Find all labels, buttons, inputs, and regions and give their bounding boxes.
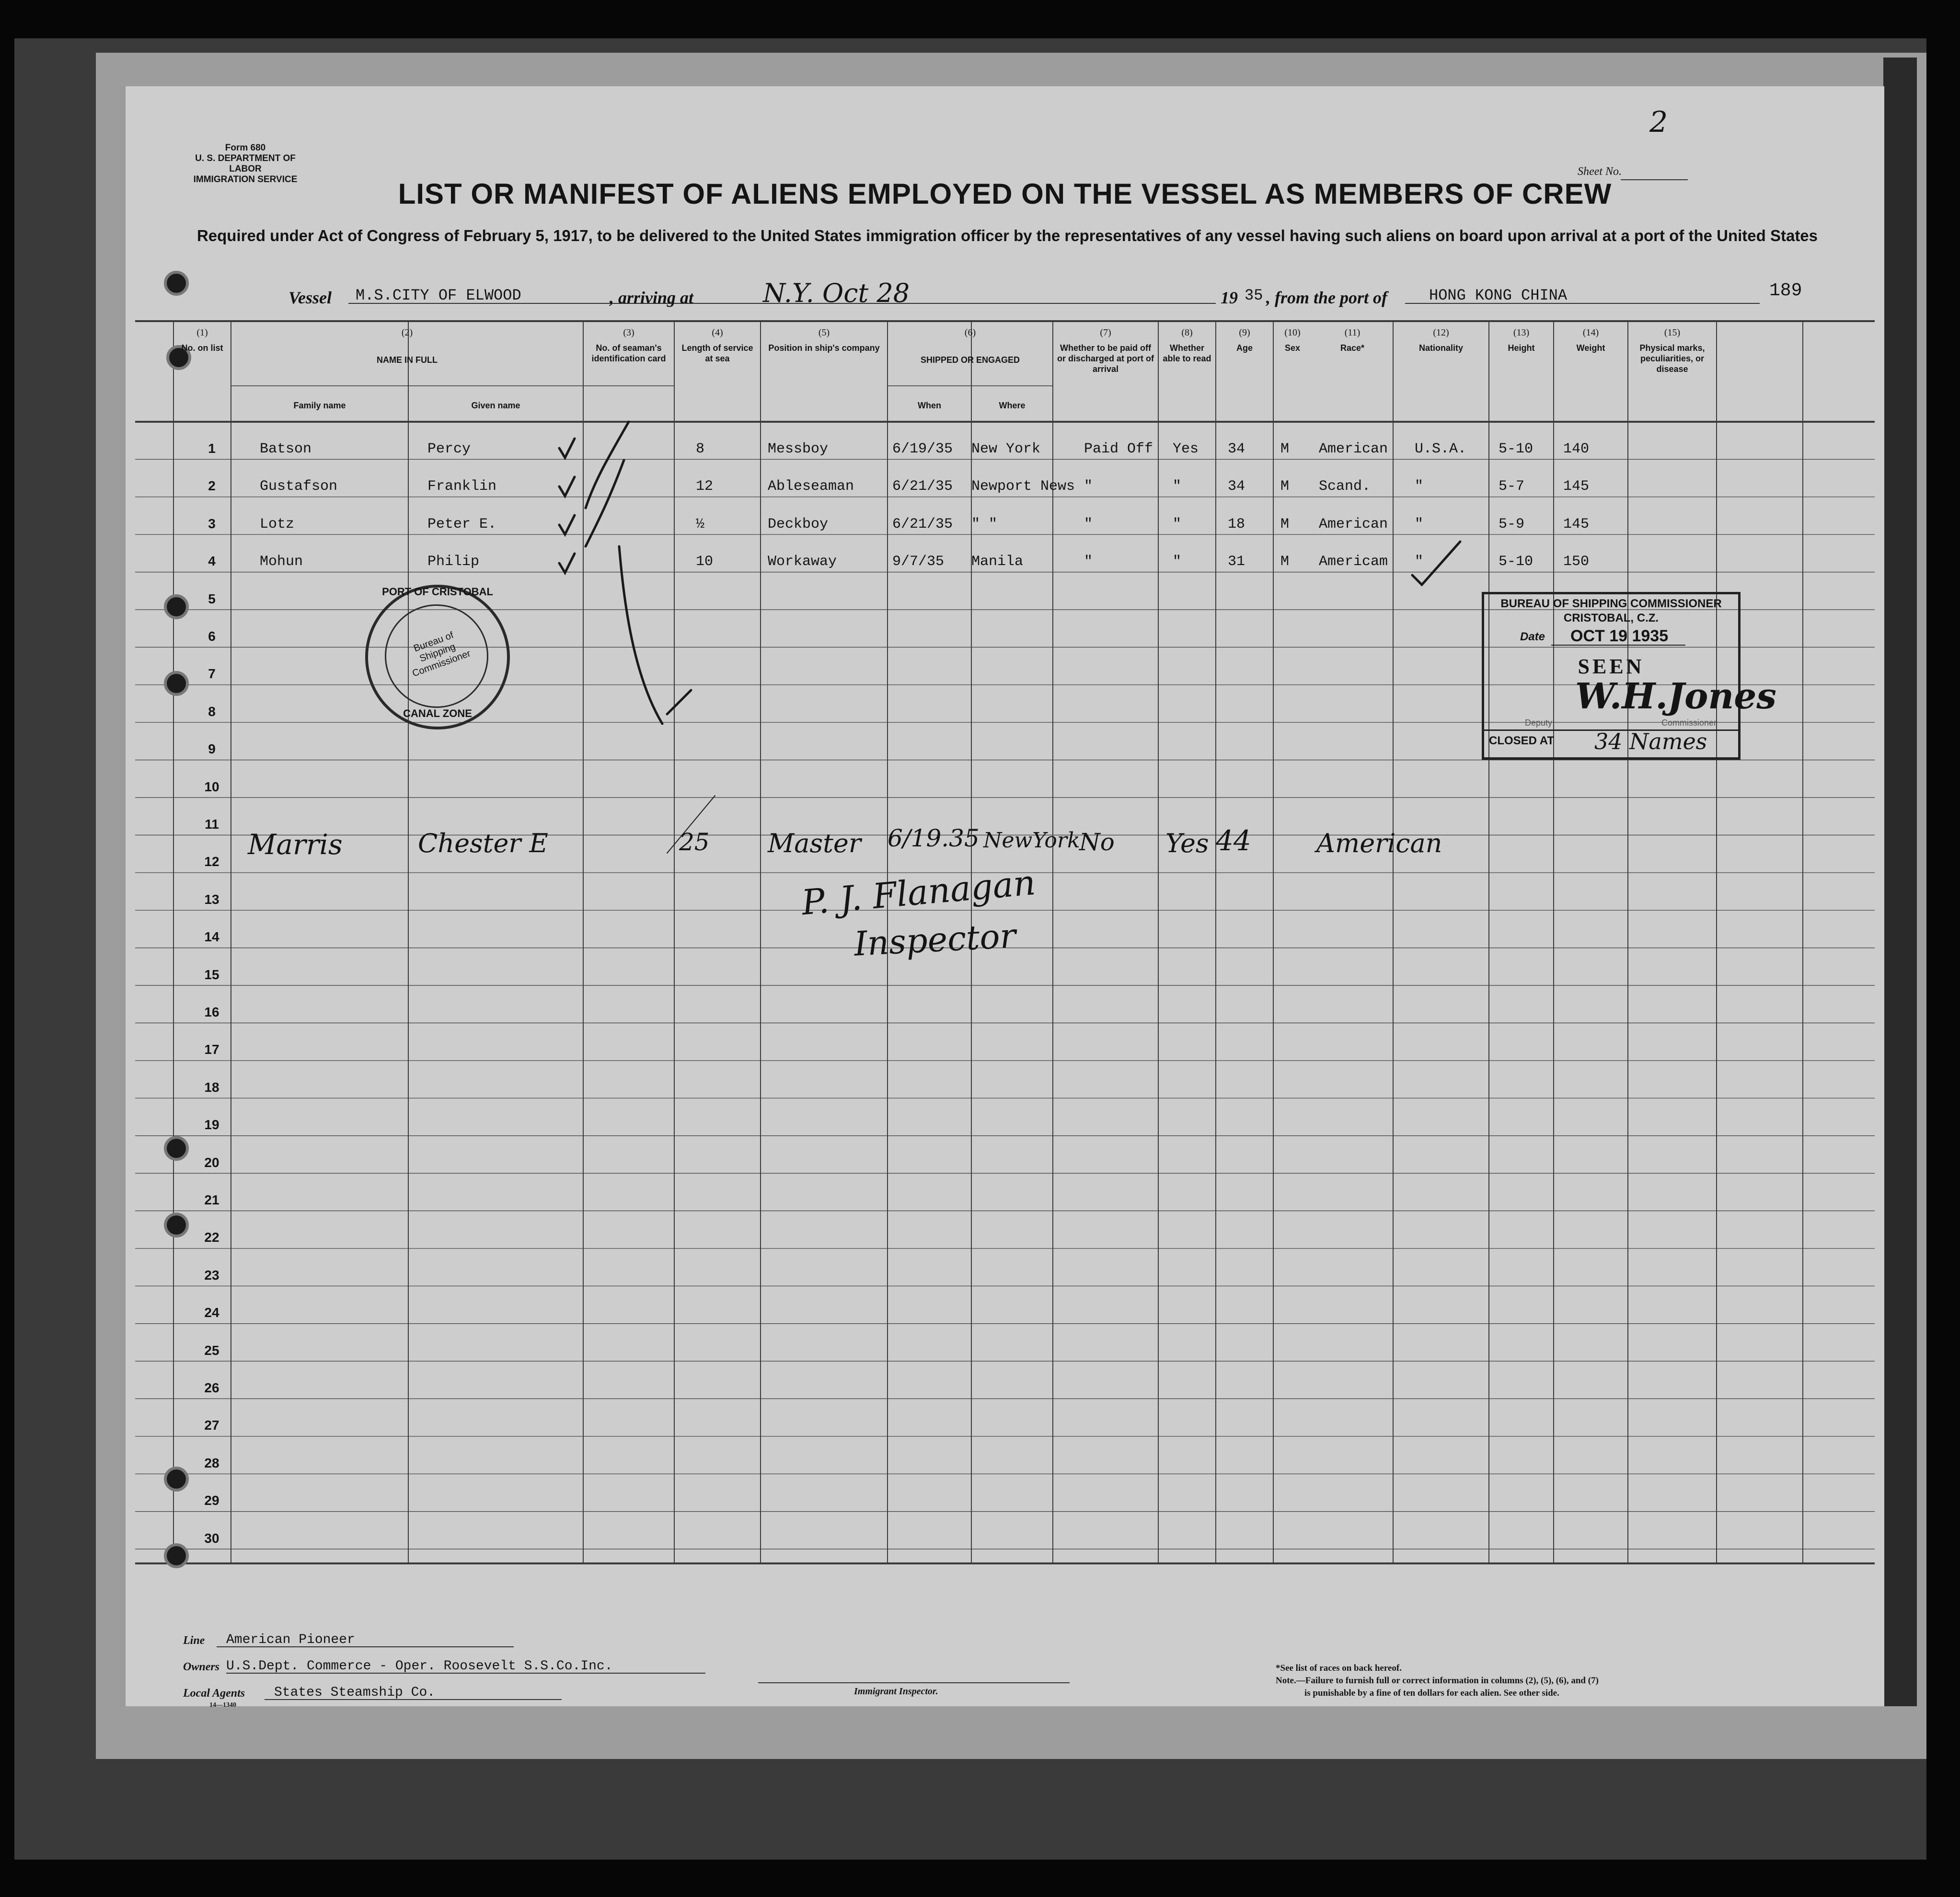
column-header: Height — [1508, 343, 1535, 353]
crew-read-cell: " — [1173, 516, 1182, 532]
seen-mark: SEEN — [1578, 655, 1645, 678]
column-header: Whether to be paid off or discharged at port of arrival — [1057, 343, 1154, 374]
crew-sex-cell: M — [1280, 441, 1290, 457]
row-number: 10 — [204, 779, 219, 794]
commissioner-label: Commissioner — [1661, 718, 1717, 728]
column-header: Weight — [1576, 343, 1605, 353]
column-header: No. on list — [181, 343, 223, 353]
crew-height-cell: 5-9 — [1499, 516, 1525, 532]
crew-race-cell: American — [1319, 516, 1388, 532]
crew-position-cell: Workaway — [768, 554, 837, 570]
row-number: 29 — [204, 1493, 219, 1508]
row-number: 11 — [205, 817, 219, 832]
crew-race-cell: Americam — [1319, 554, 1388, 570]
page-title: LIST OR MANIFEST OF ALIENS EMPLOYED ON THE VESSEL AS MEMBERS OF CREW — [398, 178, 1612, 210]
row-number: 13 — [204, 891, 219, 907]
crew-nationality-cell: " — [1415, 554, 1424, 570]
from-port-value: HONG KONG CHINA — [1429, 287, 1568, 304]
row-number: 9 — [208, 741, 216, 757]
row-number: 26 — [204, 1380, 219, 1395]
row-number: 23 — [204, 1267, 219, 1283]
inspector-signature-name: P. J. Flanagan — [800, 862, 1038, 923]
column-number: (9) — [1239, 327, 1250, 338]
row-number: 22 — [204, 1230, 219, 1245]
crew-paid-cell: " — [1084, 478, 1093, 495]
crew-height-cell: 5-7 — [1499, 478, 1525, 495]
bureau-stamp — [1482, 592, 1776, 760]
column-header: No. of seaman's identification card — [591, 343, 666, 363]
arrival-year: 35 — [1245, 287, 1263, 304]
crew-nationality-cell: " — [1415, 478, 1424, 495]
pen-stroke — [586, 460, 624, 546]
row-number: 7 — [208, 666, 216, 682]
year-prefix: 19 — [1221, 288, 1238, 307]
crew-when-cell: 6/21/35 — [892, 478, 953, 495]
row-number: 25 — [204, 1342, 219, 1358]
bureau-date-label: Date — [1520, 630, 1545, 643]
vessel-label: Vessel — [288, 288, 332, 307]
bureau-stamp-line1: BUREAU OF SHIPPING COMMISSIONER — [1500, 597, 1722, 610]
crew-where-cell: Manila — [971, 554, 1024, 570]
column-number: (12) — [1433, 327, 1449, 338]
column-header: Race* — [1340, 343, 1365, 353]
column-number: (14) — [1582, 327, 1599, 338]
column-header: SHIPPED OR ENGAGED — [920, 355, 1020, 365]
column-number: (13) — [1513, 327, 1530, 338]
service-name: IMMIGRATION SERVICE — [193, 174, 298, 185]
column-number: (2) — [401, 327, 413, 338]
crew-weight-cell: 145 — [1563, 478, 1590, 495]
column-number: (4) — [712, 327, 723, 338]
pen-stroke — [667, 690, 691, 714]
bureau-date-value: OCT 19 1935 — [1570, 627, 1669, 645]
row-number: 1 — [208, 441, 216, 456]
crew-when-cell: 9/7/35 — [892, 554, 945, 570]
column-number: (1) — [196, 327, 208, 338]
hand-age: 44 — [1216, 824, 1251, 857]
check-mark — [559, 439, 575, 458]
row-number: 20 — [204, 1155, 219, 1170]
inspector-label: Immigrant Inspector. — [854, 1686, 938, 1697]
crew-nationality-cell: " — [1415, 516, 1424, 532]
crew-race-cell: American — [1319, 441, 1388, 457]
agents-label: Local Agents — [183, 1687, 245, 1700]
crew-service-cell: ½ — [696, 516, 705, 532]
check-mark — [1412, 542, 1460, 585]
crew-where-cell: New York — [971, 441, 1041, 457]
bureau-signature: W.H.Jones — [1575, 676, 1776, 717]
hand-position: Master — [768, 828, 861, 858]
crew-sex-cell: M — [1280, 516, 1290, 532]
crew-given-cell: Peter E. — [427, 516, 497, 532]
binding-strip — [1883, 58, 1917, 1706]
vessel-name: M.S.CITY OF ELWOOD — [356, 287, 521, 304]
row-number: 3 — [208, 516, 216, 531]
row-number: 28 — [204, 1455, 219, 1470]
crew-given-cell: Percy — [427, 441, 471, 457]
row-number: 4 — [208, 554, 216, 569]
column-number: (3) — [623, 327, 634, 338]
row-number: 5 — [208, 591, 216, 606]
crew-weight-cell: 150 — [1563, 554, 1590, 570]
line-value: American Pioneer — [226, 1632, 355, 1647]
crew-paid-cell: Paid Off — [1084, 441, 1153, 457]
column-number: (11) — [1344, 327, 1360, 338]
column-header: Age — [1236, 343, 1253, 353]
row-number: 19 — [204, 1117, 219, 1133]
row-number: 2 — [208, 478, 216, 494]
row-number: 27 — [204, 1418, 219, 1433]
column-subheader: When — [918, 401, 941, 410]
list-number: 189 — [1769, 280, 1802, 301]
column-header: Physical marks, peculiarities, or disease — [1639, 343, 1705, 374]
crew-position-cell: Deckboy — [768, 516, 829, 532]
print-code: 14—1340 — [209, 1701, 236, 1709]
column-number: (5) — [818, 327, 830, 338]
crew-service-cell: 8 — [696, 441, 705, 457]
crew-race-cell: Scand. — [1319, 478, 1371, 495]
column-number: (10) — [1284, 327, 1301, 338]
row-number: 16 — [204, 1005, 219, 1019]
row-number: 14 — [204, 929, 219, 945]
closed-value: 34 Names — [1594, 729, 1707, 754]
crew-where-cell: Newport News — [971, 478, 1075, 495]
check-mark — [559, 554, 575, 573]
column-header: Nationality — [1418, 343, 1463, 353]
crew-read-cell: Yes — [1173, 441, 1199, 457]
from-port-label: , from the port of — [1266, 288, 1388, 307]
crew-service-cell: 10 — [696, 554, 714, 570]
closed-label: CLOSED AT — [1489, 734, 1554, 747]
crew-age-cell: 31 — [1228, 554, 1245, 570]
crew-family-cell: Lotz — [260, 516, 295, 532]
crew-sex-cell: M — [1280, 554, 1290, 570]
crew-family-cell: Mohun — [260, 554, 303, 570]
row-number: 24 — [204, 1305, 219, 1320]
crew-when-cell: 6/21/35 — [892, 516, 953, 532]
crew-given-cell: Philip — [427, 554, 480, 570]
row-number: 21 — [204, 1192, 219, 1207]
column-header: Whether able to read — [1163, 343, 1211, 363]
inspector-signature-line — [758, 1682, 1070, 1683]
column-header: Position in ship's company — [768, 343, 880, 353]
column-subheader: Where — [999, 401, 1026, 410]
manifest-sheet — [120, 86, 1884, 1709]
crew-position-cell: Ableseaman — [768, 478, 854, 495]
crew-height-cell: 5-10 — [1499, 441, 1533, 457]
seal-top-text: PORT OF CRISTOBAL — [382, 586, 493, 598]
column-subheader: Family name — [293, 401, 346, 410]
deputy-label: Deputy — [1525, 718, 1553, 728]
fine-note-line2: is punishable by a fine of ten dollars for each alien. See other side. — [1304, 1688, 1559, 1698]
row-number: 30 — [204, 1530, 219, 1546]
row-number: 6 — [208, 629, 216, 644]
column-number: (7) — [1100, 327, 1111, 338]
arriving-port: N.Y. Oct 28 — [763, 278, 910, 308]
row-number: 12 — [204, 854, 219, 869]
crew-nationality-cell: U.S.A. — [1415, 441, 1467, 457]
agents-value: States Steamship Co. — [274, 1685, 436, 1700]
crew-read-cell: " — [1173, 554, 1182, 570]
inspector-signature-title: Inspector — [853, 916, 1017, 964]
crew-age-cell: 34 — [1228, 441, 1245, 457]
hand-family-name: Marris — [248, 828, 343, 861]
crew-family-cell: Gustafson — [260, 478, 338, 495]
hand-read: Yes — [1165, 828, 1209, 858]
crew-height-cell: 5-10 — [1499, 554, 1533, 570]
crew-weight-cell: 145 — [1563, 516, 1590, 532]
seal-bottom-text: CANAL ZONE — [403, 707, 472, 719]
sheet-number: 2 — [1649, 105, 1668, 139]
crew-sex-cell: M — [1280, 478, 1290, 495]
crew-given-cell: Franklin — [427, 478, 497, 495]
bureau-stamp-line2: CRISTOBAL, C.Z. — [1563, 612, 1659, 625]
crew-position-cell: Messboy — [768, 441, 829, 457]
form-number: Form 680 — [225, 143, 266, 153]
seal-center-text: Bureau of Shipping Commissioner — [411, 630, 473, 679]
port-seal-stamp — [365, 585, 510, 729]
check-mark — [559, 515, 575, 534]
column-header: NAME IN FULL — [377, 355, 438, 365]
hand-given-name: Chester E — [418, 828, 548, 858]
fine-note-line1: Note.—Failure to furnish full or correct information in columns (2), (5), (6), and (7) — [1276, 1676, 1599, 1686]
crew-read-cell: " — [1173, 478, 1182, 495]
column-number: (15) — [1664, 327, 1681, 338]
hand-service: 25 — [679, 828, 710, 856]
crew-family-cell: Batson — [260, 441, 312, 457]
column-number: (6) — [964, 327, 976, 338]
department-name: U. S. DEPARTMENT OF LABOR — [195, 153, 296, 174]
page-subtitle: Required under Act of Congress of February 5, 1917, to be delivered to the United States immigration officer by the representatives of any vessel having such aliens on board upon arrival at a port of the United States — [196, 227, 1818, 244]
hand-when: 6/19.35 — [888, 824, 980, 852]
row-number: 8 — [208, 704, 216, 719]
crew-paid-cell: " — [1084, 554, 1093, 570]
hand-paid: No — [1079, 828, 1115, 856]
column-number: (8) — [1181, 327, 1193, 338]
line-label: Line — [183, 1634, 205, 1647]
row-number: 15 — [204, 967, 219, 982]
sheet-label: Sheet No. — [1578, 165, 1622, 178]
crew-paid-cell: " — [1084, 516, 1093, 532]
column-header: Length of service at sea — [681, 343, 753, 363]
row-number: 17 — [204, 1042, 219, 1057]
check-mark — [559, 477, 575, 496]
crew-age-cell: 34 — [1228, 478, 1245, 495]
pen-stroke — [619, 546, 662, 724]
crew-when-cell: 6/19/35 — [892, 441, 953, 457]
hand-where: NewYork — [983, 828, 1080, 853]
crew-service-cell: 12 — [696, 478, 714, 495]
arriving-label: , arriving at — [610, 288, 694, 307]
row-number: 18 — [204, 1079, 219, 1095]
crew-age-cell: 18 — [1228, 516, 1245, 532]
owners-label: Owners — [183, 1661, 220, 1673]
hand-race: American — [1316, 828, 1442, 858]
crew-where-cell: " " — [971, 516, 998, 532]
column-header: Sex — [1284, 343, 1301, 353]
crew-weight-cell: 140 — [1563, 441, 1590, 457]
races-note: *See list of races on back hereof. — [1276, 1663, 1402, 1673]
column-subheader: Given name — [471, 401, 520, 410]
owners-value: U.S.Dept. Commerce - Oper. Roosevelt S.S.Co.Inc. — [226, 1659, 613, 1674]
